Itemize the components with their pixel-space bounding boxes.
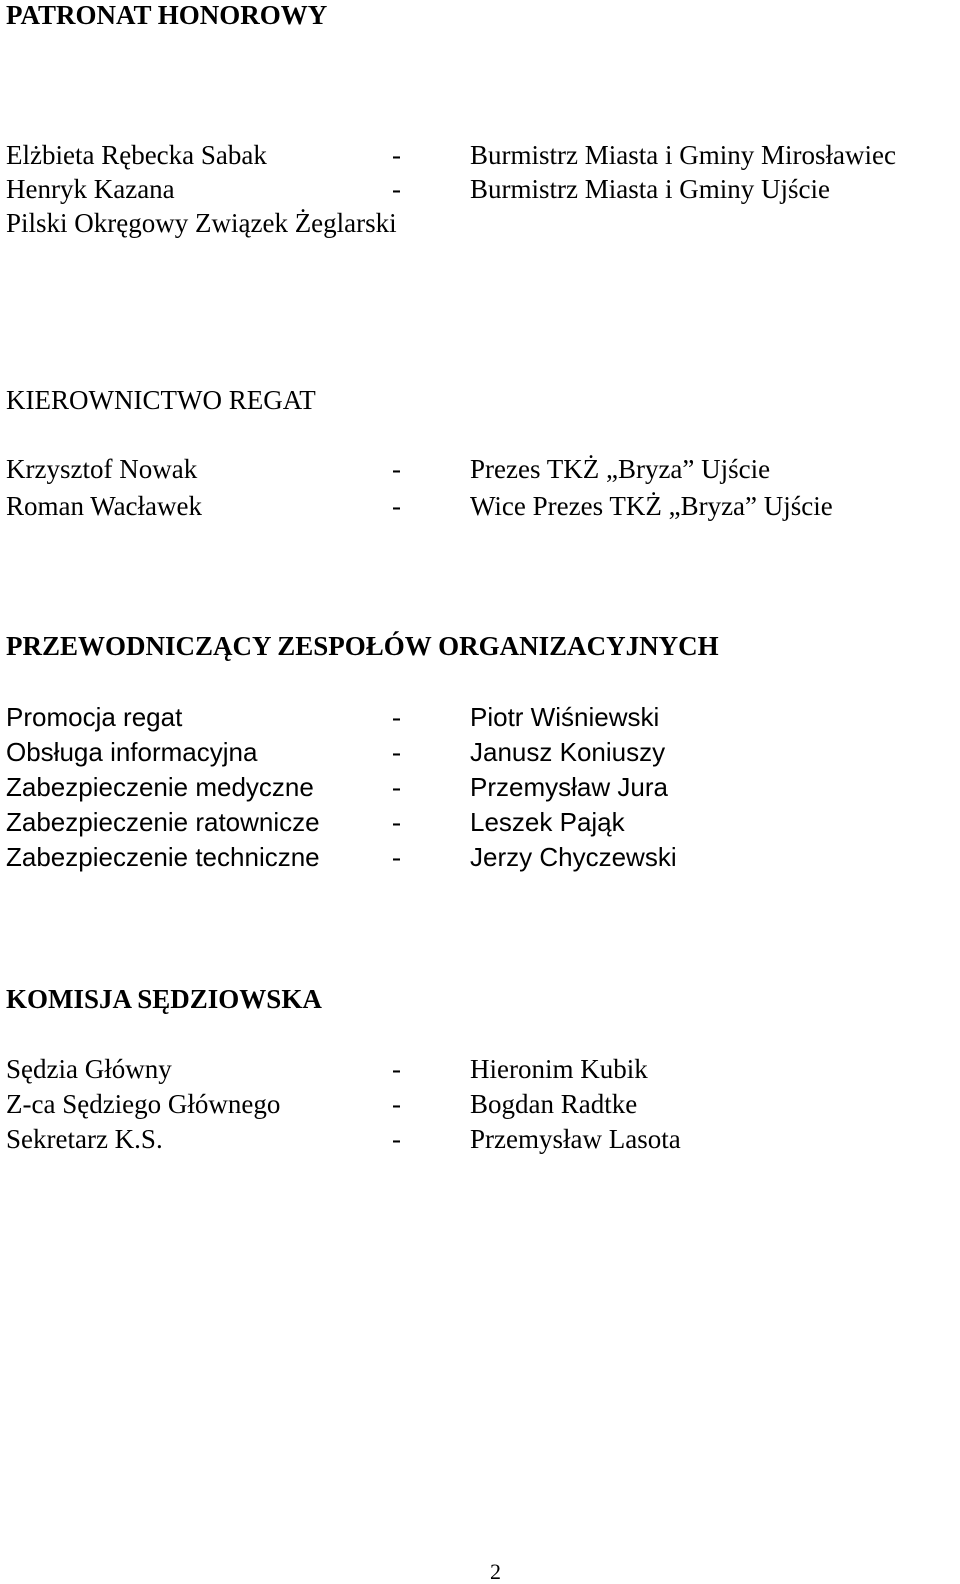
komisja-row <box>6 1087 956 1121</box>
patron-role: Burmistrz Miasta i Gminy Ujście <box>470 174 830 204</box>
section-title-patronat: PATRONAT HONOROWY <box>6 0 328 30</box>
team-name: Promocja regat <box>6 702 183 732</box>
judge-role: Sędzia Główny <box>6 1054 172 1084</box>
dash-separator: - <box>392 807 401 837</box>
judge-role: Z-ca Sędziego Głównego <box>6 1089 281 1119</box>
team-row <box>6 840 956 874</box>
team-leader: Leszek Pająk <box>470 807 625 837</box>
team-row <box>6 770 956 804</box>
patronat-row <box>6 172 956 206</box>
kierownictwo-row <box>6 452 956 486</box>
dash-separator: - <box>392 1089 401 1119</box>
dash-separator: - <box>392 737 401 767</box>
dash-separator: - <box>392 491 401 521</box>
judge-name: Hieronim Kubik <box>470 1054 648 1084</box>
patron-role: Burmistrz Miasta i Gminy Mirosławiec <box>470 140 896 170</box>
team-leader: Jerzy Chyczewski <box>470 842 677 872</box>
team-leader: Janusz Koniuszy <box>470 737 666 767</box>
section-title-kierownictwo: KIEROWNICTWO REGAT <box>6 385 316 415</box>
dash-separator: - <box>392 140 401 170</box>
dash-separator: - <box>392 1124 401 1154</box>
patron-organization: Pilski Okręgowy Związek Żeglarski <box>6 208 397 238</box>
team-row <box>6 735 956 769</box>
section-title-przewodniczacy: PRZEWODNICZĄCY ZESPOŁÓW ORGANIZACYJNYCH <box>6 631 719 661</box>
team-leader: Piotr Wiśniewski <box>470 702 660 732</box>
team-leader: Przemysław Jura <box>470 772 668 802</box>
section-title-komisja: KOMISJA SĘDZIOWSKA <box>6 984 322 1014</box>
manager-role: Wice Prezes TKŻ „Bryza” Ujście <box>470 491 833 521</box>
dash-separator: - <box>392 174 401 204</box>
dash-separator: - <box>392 454 401 484</box>
judge-name: Bogdan Radtke <box>470 1089 638 1119</box>
komisja-row <box>6 1122 956 1156</box>
team-name: Obsługa informacyjna <box>6 737 258 767</box>
team-row <box>6 700 956 734</box>
judge-name: Przemysław Lasota <box>470 1124 681 1154</box>
manager-name: Krzysztof Nowak <box>6 454 198 484</box>
patronat-row <box>6 138 956 172</box>
team-name: Zabezpieczenie ratownicze <box>6 807 320 837</box>
page-number: 2 <box>490 1559 501 1584</box>
team-row <box>6 805 956 839</box>
patron-name: Elżbieta Rębecka Sabak <box>6 140 267 170</box>
komisja-row <box>6 1052 956 1086</box>
kierownictwo-row <box>6 489 956 523</box>
manager-role: Prezes TKŻ „Bryza” Ujście <box>470 454 771 484</box>
team-name: Zabezpieczenie medyczne <box>6 772 314 802</box>
patron-name: Henryk Kazana <box>6 174 175 204</box>
judge-role: Sekretarz K.S. <box>6 1124 163 1154</box>
dash-separator: - <box>392 842 401 872</box>
dash-separator: - <box>392 1054 401 1084</box>
dash-separator: - <box>392 702 401 732</box>
dash-separator: - <box>392 772 401 802</box>
team-name: Zabezpieczenie techniczne <box>6 842 320 872</box>
manager-name: Roman Wacławek <box>6 491 203 521</box>
